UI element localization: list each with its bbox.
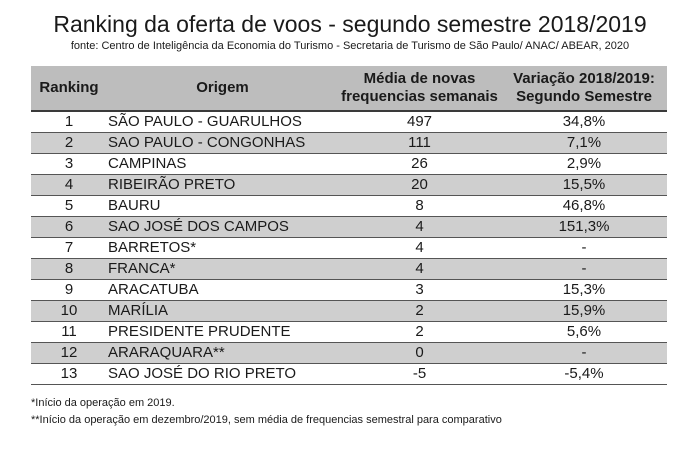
- cell-origem: BARRETOS*: [107, 237, 338, 258]
- source-caption: fonte: Centro de Inteligência da Economia do Turismo - Secretaria de Turismo de São Paulo/ ANAC/ ABEAR, 2020: [70, 40, 630, 52]
- table-row: [31, 195, 667, 216]
- cell-media: 3: [338, 279, 501, 300]
- cell-origem: SAO JOSÉ DO RIO PRETO: [107, 363, 338, 384]
- cell-ranking: 6: [31, 216, 107, 237]
- cell-variacao: 151,3%: [501, 216, 667, 237]
- cell-variacao: -: [501, 342, 667, 363]
- cell-origem: MARÍLIA: [107, 300, 338, 321]
- cell-media: -5: [338, 363, 501, 384]
- table-row: [31, 153, 667, 174]
- cell-variacao: 7,1%: [501, 132, 667, 153]
- cell-ranking: 7: [31, 237, 107, 258]
- header-origem: Origem: [107, 66, 338, 111]
- cell-ranking: 5: [31, 195, 107, 216]
- table-body: [31, 111, 667, 384]
- cell-origem: PRESIDENTE PRUDENTE: [107, 321, 338, 342]
- cell-ranking: 3: [31, 153, 107, 174]
- header-variacao: [501, 66, 667, 111]
- header-ranking: Ranking: [31, 66, 107, 111]
- cell-ranking: 2: [31, 132, 107, 153]
- table-header-row: [31, 66, 667, 111]
- cell-media: 0: [338, 342, 501, 363]
- table-row: [31, 174, 667, 195]
- cell-media: 4: [338, 216, 501, 237]
- cell-variacao: -: [501, 237, 667, 258]
- cell-origem: ARARAQUARA**: [107, 342, 338, 363]
- table-row: [31, 132, 667, 153]
- table-row: [31, 237, 667, 258]
- table-row: [31, 258, 667, 279]
- footnote-1: *Início da operação em 2019.: [31, 397, 175, 409]
- cell-ranking: 11: [31, 321, 107, 342]
- cell-ranking: 13: [31, 363, 107, 384]
- cell-origem: BAURU: [107, 195, 338, 216]
- cell-media: 4: [338, 258, 501, 279]
- cell-variacao: 15,5%: [501, 174, 667, 195]
- cell-ranking: 10: [31, 300, 107, 321]
- cell-ranking: 9: [31, 279, 107, 300]
- table-row: [31, 111, 667, 132]
- cell-variacao: 5,6%: [501, 321, 667, 342]
- cell-origem: RIBEIRÃO PRETO: [107, 174, 338, 195]
- cell-ranking: 4: [31, 174, 107, 195]
- header-media-line2: frequencias semanais: [341, 88, 498, 105]
- cell-origem: FRANCA*: [107, 258, 338, 279]
- ranking-table: [31, 66, 667, 385]
- cell-origem: CAMPINAS: [107, 153, 338, 174]
- cell-origem: SÃO PAULO - GUARULHOS: [107, 111, 338, 132]
- page-title: Ranking da oferta de voos - segundo semestre 2018/2019: [53, 11, 647, 37]
- cell-variacao: -5,4%: [501, 363, 667, 384]
- table-row: [31, 342, 667, 363]
- cell-media: 8: [338, 195, 501, 216]
- cell-media: 111: [338, 132, 501, 153]
- cell-ranking: 12: [31, 342, 107, 363]
- table-row: [31, 216, 667, 237]
- cell-media: 26: [338, 153, 501, 174]
- cell-variacao: 2,9%: [501, 153, 667, 174]
- cell-media: 20: [338, 174, 501, 195]
- cell-origem: ARACATUBA: [107, 279, 338, 300]
- cell-media: 497: [338, 111, 501, 132]
- cell-media: 2: [338, 321, 501, 342]
- header-variacao-line1: Variação 2018/2019:: [513, 70, 655, 87]
- cell-media: 2: [338, 300, 501, 321]
- cell-media: 4: [338, 237, 501, 258]
- cell-origem: SAO JOSÉ DOS CAMPOS: [107, 216, 338, 237]
- cell-origem: SAO PAULO - CONGONHAS: [107, 132, 338, 153]
- cell-ranking: 8: [31, 258, 107, 279]
- table-row: [31, 363, 667, 384]
- table-row: [31, 300, 667, 321]
- header-media-line1: Média de novas: [363, 70, 476, 87]
- cell-variacao: 15,3%: [501, 279, 667, 300]
- header-variacao-line2: Segundo Semestre: [516, 88, 652, 105]
- cell-ranking: 1: [31, 111, 107, 132]
- table-row: [31, 279, 667, 300]
- footnote-2: **Início da operação em dezembro/2019, sem média de frequencias semestral para comparativo: [31, 414, 502, 426]
- cell-variacao: 34,8%: [501, 111, 667, 132]
- table-row: [31, 321, 667, 342]
- header-media: [338, 66, 501, 111]
- cell-variacao: -: [501, 258, 667, 279]
- cell-variacao: 46,8%: [501, 195, 667, 216]
- cell-variacao: 15,9%: [501, 300, 667, 321]
